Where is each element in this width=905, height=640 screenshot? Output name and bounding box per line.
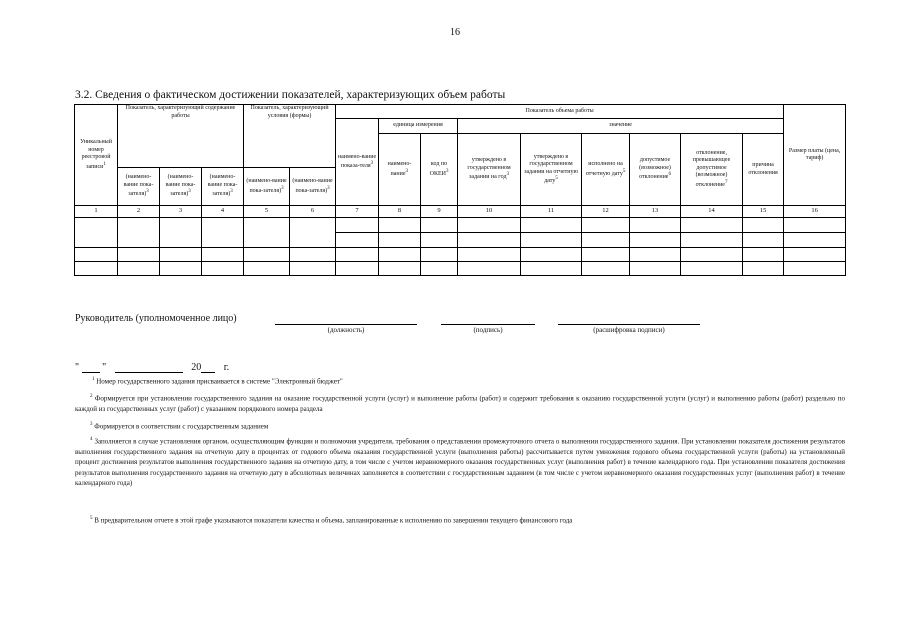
date-line [75,362,229,373]
col-number: 4 [202,206,244,218]
table-cell[interactable] [582,233,630,248]
header-reason: причина отклонения [743,134,784,206]
col-number: 9 [421,206,458,218]
table-cell[interactable] [379,233,421,248]
position-caption: (должность) [327,326,365,334]
table-cell[interactable] [290,248,336,262]
table-cell[interactable] [118,248,160,262]
table-cell[interactable] [784,248,846,262]
col-number: 2 [118,206,160,218]
position-line[interactable] [275,324,417,325]
table-cell[interactable] [743,218,784,233]
table-cell[interactable] [244,262,290,276]
header-indicator-name-1: (наимено-вание пока-зателя)$^3$ [118,168,160,206]
table-cell[interactable] [582,262,630,276]
year-field[interactable] [201,362,215,373]
table-cell[interactable] [336,248,379,262]
table-cell[interactable] [681,218,743,233]
header-content-group: Показатель, характеризующий содержание работы [118,105,244,168]
decode-line[interactable] [558,324,700,325]
table-cell[interactable] [784,262,846,276]
quote-close: " [102,362,107,373]
column-numbers-row [75,206,846,218]
table-cell[interactable] [681,233,743,248]
table-cell[interactable] [379,248,421,262]
table-cell[interactable] [202,262,244,276]
decode-caption: (расшифровка подписи) [593,326,665,334]
header-unique-number: Уникальный номер реестровой записи$^1$ [75,105,118,206]
table-cell[interactable] [160,248,202,262]
table-cell[interactable] [630,248,681,262]
footnote-1: $^1$ Номер государственного задания присваивается в системе "Электронный бюджет" [92,377,343,386]
table-cell[interactable] [784,233,846,248]
table-cell[interactable] [630,233,681,248]
table-cell[interactable] [743,262,784,276]
table-cell[interactable] [336,233,379,248]
table-cell[interactable] [521,218,582,233]
month-field[interactable] [115,362,183,373]
table-cell[interactable] [160,262,202,276]
header-executed: исполнено на отчетную дату$^5$ [582,134,630,206]
table-cell[interactable] [160,218,202,248]
table-cell[interactable] [630,218,681,233]
signature-label: Руководитель (уполномоченное лицо) [75,313,237,324]
col-number: 7 [336,206,379,218]
footnote-5: $^5$ В предварительном отчете в этой графе указываются показатели качества и объема, запланированные к исполнению по завершении текущего финансового года [90,516,573,525]
header-indicator-name-3: (наимено-вание пока-зателя)$^3$ [202,168,244,206]
table-cell[interactable] [458,233,521,248]
header-indicator-name-4: (наимено-вание пока-зателя)$^3$ [244,168,290,206]
table-row [75,218,846,233]
table-cell[interactable] [336,262,379,276]
quote-open: " [75,362,80,373]
table-cell[interactable] [379,218,421,233]
volume-report-table [74,104,846,276]
col-number: 10 [458,206,521,218]
table-cell[interactable] [202,218,244,248]
table-cell[interactable] [421,218,458,233]
table-cell[interactable] [244,218,290,248]
col-number: 1 [75,206,118,218]
table-cell[interactable] [743,248,784,262]
footnote-4: $^4$ Заполняется в случае установления органом, осуществляющим функции и полномочия учредителя, требования о представлении промежуточного отчета о выполнении государственного задания. При установлении показателя достижения результатов выполнения государственного задания на отчетную дату в процентах от годового объема оказания государственной услуги (выполнения работы) рассчитывается путем умножения годового объема государственной услуги (работы) на установленный процент достижения результатов выполнения государственного задания на отчетную дату, в том числе с учетом неравномерного оказания государственных услуг (выполнения работ) в течение календарного года. При установлении показателя достижения результатов выполнения государственного задания на отчетную дату в абсолютных величинах заполняется в соответствии с государственным заданием (в том числе с учетом неравномерного оказания государственных услуг (выполнения работ) в течение календарного года) [75,437,846,488]
page-number: 16 [450,27,460,38]
table-cell[interactable] [521,262,582,276]
header-exceeding-deviation: отклонение, превышающее допустимое (возможное) отклонение$^7$ [681,134,743,206]
year-prefix: 20 [191,362,202,373]
col-number: 5 [244,206,290,218]
header-okei: код по ОКЕИ$^3$ [421,134,458,206]
table-cell[interactable] [458,248,521,262]
table-cell[interactable] [743,233,784,248]
header-indicator-name-2: (наимено-вание пока-зателя)$^3$ [160,168,202,206]
table-row [75,262,846,276]
header-conditions-group: Показатель, характеризующий условия (формы) [244,105,336,168]
col-number: 15 [743,206,784,218]
header-value: значение [458,119,784,134]
table-cell[interactable] [75,218,118,248]
table-cell[interactable] [379,262,421,276]
table-cell[interactable] [521,233,582,248]
header-allowed-deviation: допустимое (возможное) отклонение$^6$ [630,134,681,206]
table-cell[interactable] [75,248,118,262]
col-number: 11 [521,206,582,218]
col-number: 13 [630,206,681,218]
col-number: 6 [290,206,336,218]
header-unit: единица измерения [379,119,458,134]
table-cell[interactable] [458,262,521,276]
col-number: 12 [582,206,630,218]
header-volume-group: Показатель объема работы [336,105,784,119]
table-cell[interactable] [582,248,630,262]
table-cell[interactable] [421,262,458,276]
table-cell[interactable] [290,218,336,248]
table-cell[interactable] [202,248,244,262]
table-cell[interactable] [421,233,458,248]
table-cell[interactable] [118,262,160,276]
table-cell[interactable] [290,262,336,276]
header-indicator-name: наимено-вание показа-теля$^3$ [336,119,379,206]
table-cell[interactable] [681,262,743,276]
col-number: 8 [379,206,421,218]
col-number: 16 [784,206,846,218]
table-cell[interactable] [118,218,160,248]
day-field[interactable] [82,362,100,373]
footnote-3: $^3$ Формируется в соответствии с государственным заданием [90,422,269,431]
table-cell[interactable] [75,262,118,276]
col-number: 14 [681,206,743,218]
year-suffix: г. [223,362,230,373]
table-cell[interactable] [784,218,846,233]
signature-line[interactable] [441,324,535,325]
header-unit-name: наимено-вание$^3$ [379,134,421,206]
table-cell[interactable] [244,248,290,262]
footnote-2: $^2$ Формируется при установлении государственного задания на оказание государственной услуги (услуг) и выполнение работы (работ) и содержит требования к оказанию государственной услуги (услуг) и выполнению работы (работ) раздельно по каждой из государственных услуг (работ) с указанием порядкового номера раздела [75,394,845,413]
header-approved-report-date: утверждено в государственном задании на отчетную дату$^5$ [521,134,582,206]
signature-caption: (подпись) [473,326,503,334]
table-cell[interactable] [421,248,458,262]
table-cell[interactable] [681,248,743,262]
header-fee: Размер платы (цена, тариф) [784,105,846,206]
table-cell[interactable] [582,218,630,233]
table-cell[interactable] [458,218,521,233]
section-title: 3.2. Сведения о фактическом достижении показателей, характеризующих объем работы [75,89,506,101]
col-number: 3 [160,206,202,218]
table-cell[interactable] [630,262,681,276]
header-indicator-name-5: (наимено-вание пока-зателя)$^3$ [290,168,336,206]
header-approved-year: утверждено в государственном задании на год$^3$ [458,134,521,206]
table-cell[interactable] [336,218,379,233]
table-row [75,248,846,262]
table-cell[interactable] [521,248,582,262]
